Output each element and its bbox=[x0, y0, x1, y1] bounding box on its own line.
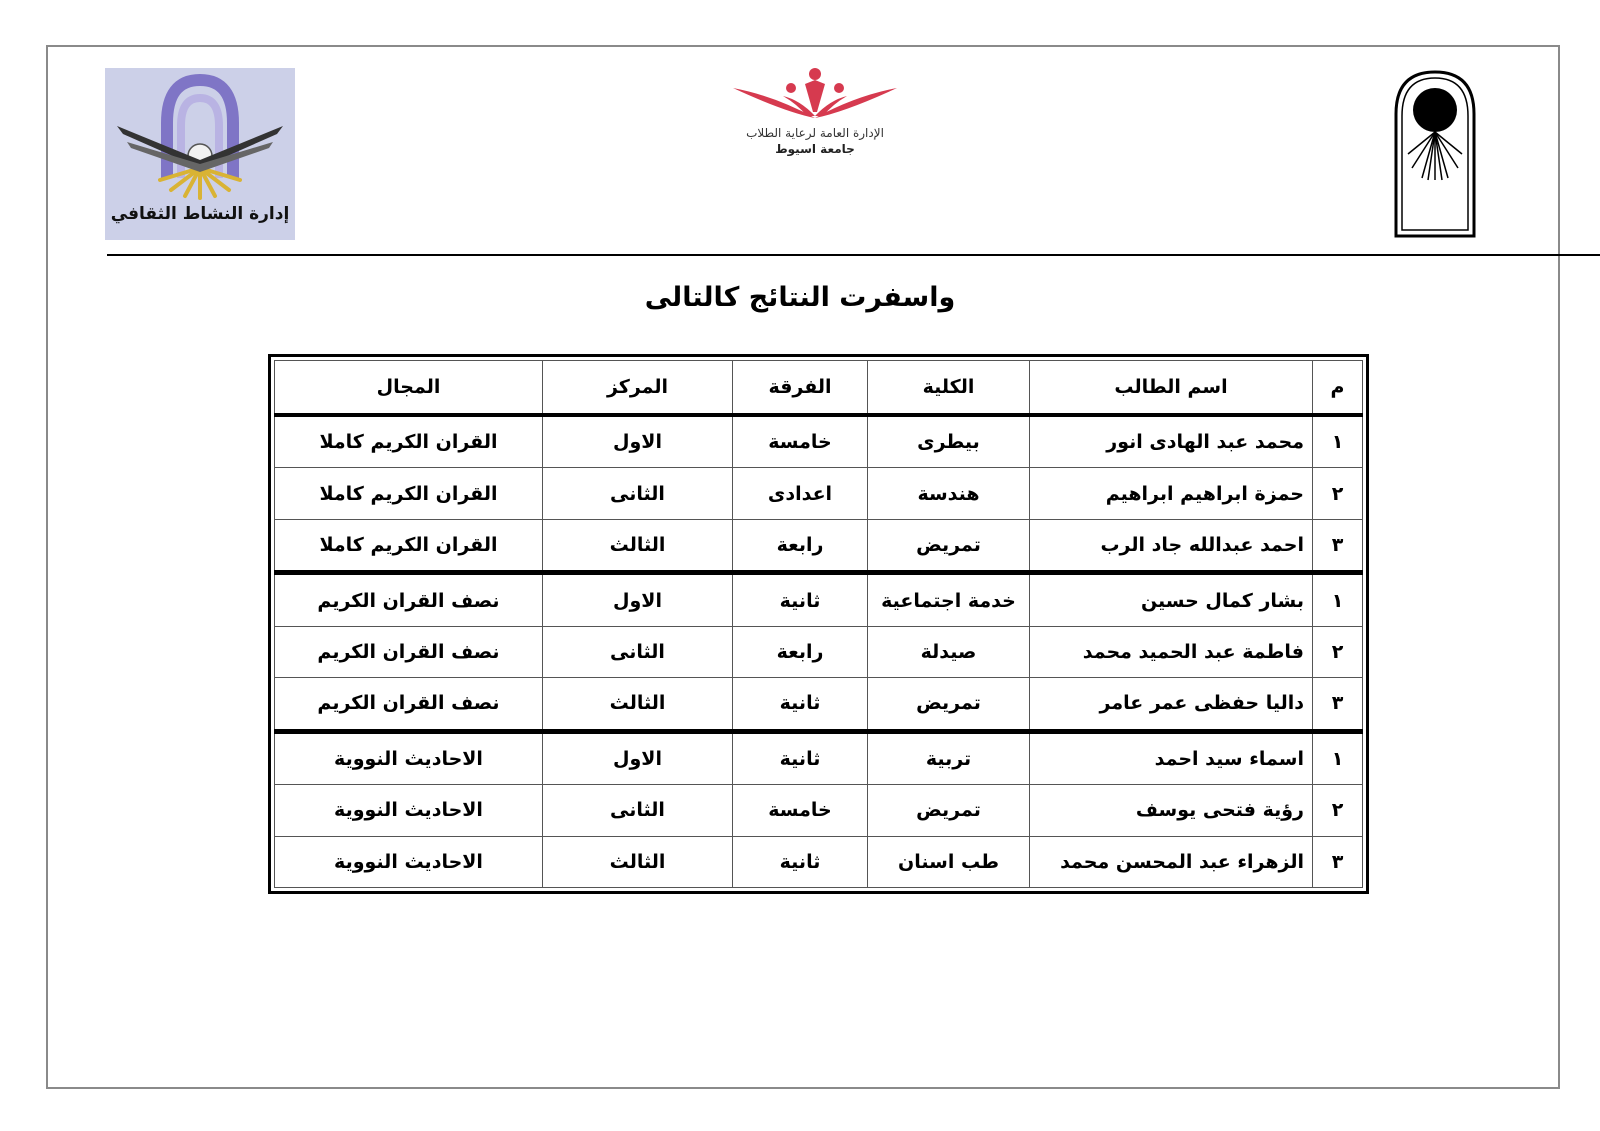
cell-faculty: تربية bbox=[868, 731, 1030, 784]
cell-rank: الاول bbox=[543, 573, 733, 626]
assiut-university-logo bbox=[1392, 68, 1478, 240]
cell-rank: الثالث bbox=[543, 678, 733, 731]
cell-num: ٢ bbox=[1313, 468, 1363, 519]
cell-faculty: تمريض bbox=[868, 678, 1030, 731]
cell-student-name: داليا حفظى عمر عامر bbox=[1030, 678, 1313, 731]
cell-rank: الثالث bbox=[543, 836, 733, 887]
student-affairs-line2: جامعة اسيوط bbox=[775, 142, 855, 156]
cell-year: خامسة bbox=[733, 415, 868, 468]
column-header-field: المجال bbox=[275, 361, 543, 416]
cell-student-name: اسماء سيد احمد bbox=[1030, 731, 1313, 784]
student-affairs-emblem-icon bbox=[725, 66, 905, 126]
cell-year: اعدادى bbox=[733, 468, 868, 519]
cultural-activity-logo bbox=[105, 68, 295, 240]
table-row bbox=[275, 731, 1363, 784]
table-row bbox=[275, 785, 1363, 836]
column-header-faculty: الكلية bbox=[868, 361, 1030, 416]
cell-rank: الثانى bbox=[543, 468, 733, 519]
cell-student-name: بشار كمال حسين bbox=[1030, 573, 1313, 626]
cell-field: الاحاديث النووية bbox=[275, 785, 543, 836]
student-affairs-logo bbox=[725, 66, 905, 162]
cell-num: ٣ bbox=[1313, 678, 1363, 731]
cell-student-name: محمد عبد الهادى انور bbox=[1030, 415, 1313, 468]
cell-num: ٢ bbox=[1313, 626, 1363, 677]
cell-year: ثانية bbox=[733, 731, 868, 784]
cell-num: ١ bbox=[1313, 415, 1363, 468]
cell-field: الاحاديث النووية bbox=[275, 836, 543, 887]
cell-student-name: فاطمة عبد الحميد محمد bbox=[1030, 626, 1313, 677]
results-table bbox=[274, 360, 1363, 888]
cell-year: ثانية bbox=[733, 836, 868, 887]
table-row bbox=[275, 519, 1363, 572]
cell-year: ثانية bbox=[733, 573, 868, 626]
table-row bbox=[275, 678, 1363, 731]
cell-field: نصف القران الكريم bbox=[275, 573, 543, 626]
cell-faculty: خدمة اجتماعية bbox=[868, 573, 1030, 626]
cell-rank: الاول bbox=[543, 731, 733, 784]
header-divider bbox=[107, 254, 1600, 256]
cell-field: القران الكريم كاملا bbox=[275, 415, 543, 468]
table-row bbox=[275, 836, 1363, 887]
table-row bbox=[275, 468, 1363, 519]
cell-rank: الثانى bbox=[543, 785, 733, 836]
cell-student-name: رؤية فتحى يوسف bbox=[1030, 785, 1313, 836]
cell-num: ١ bbox=[1313, 573, 1363, 626]
table-row bbox=[275, 573, 1363, 626]
column-header-year: الفرقة bbox=[733, 361, 868, 416]
column-header-rank: المركز bbox=[543, 361, 733, 416]
cell-rank: الثانى bbox=[543, 626, 733, 677]
table-row bbox=[275, 626, 1363, 677]
results-table-frame bbox=[268, 354, 1369, 894]
table-header-row bbox=[275, 361, 1363, 416]
cell-field: القران الكريم كاملا bbox=[275, 519, 543, 572]
cell-num: ١ bbox=[1313, 731, 1363, 784]
column-header-student-name: اسم الطالب bbox=[1030, 361, 1313, 416]
cell-faculty: تمريض bbox=[868, 519, 1030, 572]
cell-field: القران الكريم كاملا bbox=[275, 468, 543, 519]
cell-year: رابعة bbox=[733, 519, 868, 572]
column-header-num: م bbox=[1313, 361, 1363, 416]
cell-year: رابعة bbox=[733, 626, 868, 677]
cultural-activity-caption: إدارة النشاط الثقافي bbox=[110, 204, 290, 224]
cell-student-name: الزهراء عبد المحسن محمد bbox=[1030, 836, 1313, 887]
cell-field: الاحاديث النووية bbox=[275, 731, 543, 784]
cell-student-name: احمد عبدالله جاد الرب bbox=[1030, 519, 1313, 572]
cell-faculty: هندسة bbox=[868, 468, 1030, 519]
cell-field: نصف القران الكريم bbox=[275, 678, 543, 731]
cell-rank: الثالث bbox=[543, 519, 733, 572]
cell-year: ثانية bbox=[733, 678, 868, 731]
cell-field: نصف القران الكريم bbox=[275, 626, 543, 677]
cell-num: ٣ bbox=[1313, 519, 1363, 572]
cell-student-name: حمزة ابراهيم ابراهيم bbox=[1030, 468, 1313, 519]
student-affairs-line1: الإدارة العامة لرعاية الطلاب bbox=[746, 126, 884, 140]
table-row bbox=[275, 415, 1363, 468]
cell-faculty: صيدلة bbox=[868, 626, 1030, 677]
cell-faculty: بيطرى bbox=[868, 415, 1030, 468]
cell-rank: الاول bbox=[543, 415, 733, 468]
page-heading: واسفرت النتائج كالتالى bbox=[644, 282, 956, 313]
cell-faculty: تمريض bbox=[868, 785, 1030, 836]
assiut-university-seal-icon bbox=[1392, 68, 1478, 240]
cell-num: ٣ bbox=[1313, 836, 1363, 887]
cell-num: ٢ bbox=[1313, 785, 1363, 836]
cell-faculty: طب اسنان bbox=[868, 836, 1030, 887]
cell-year: خامسة bbox=[733, 785, 868, 836]
